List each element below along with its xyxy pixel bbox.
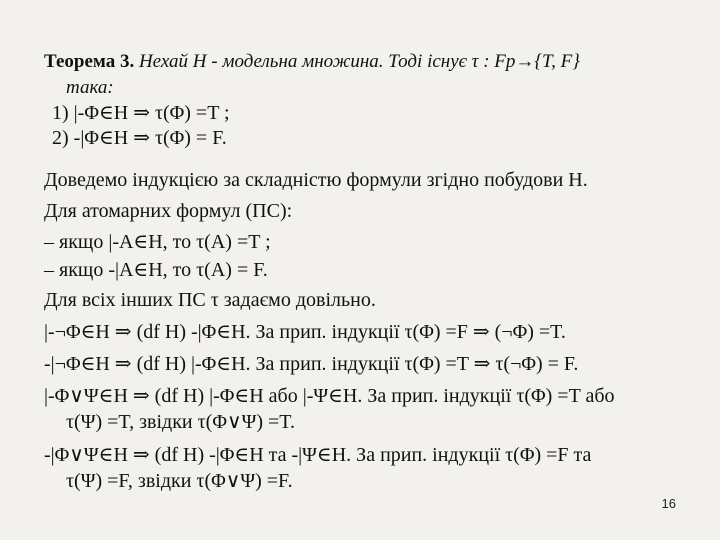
theorem-label: Теорема 3.: [44, 51, 135, 72]
theorem-item-2: 2) -|Φ∈H ⇒ τ(Φ) = F.: [52, 127, 227, 149]
proof-line-11: τ(Ψ) =F, звідки τ(Φ∨Ψ) =F.: [66, 470, 293, 492]
proof-line-10: -|Φ∨Ψ∈H ⇒ (df H) -|Φ∈H та -|Ψ∈H. За прип. індукції τ(Φ) =F та: [44, 444, 592, 466]
proof-line-4: – якщо -|A∈H, то τ(A) = F.: [44, 259, 268, 281]
proof-line-9: τ(Ψ) =T, звідки τ(Φ∨Ψ) =T.: [66, 411, 296, 433]
theorem-item-1: 1) |-Φ∈H ⇒ τ(Φ) =T ;: [52, 102, 230, 124]
proof-line-2: Для атомарних формул (ПС):: [44, 200, 293, 222]
theorem-title: [44, 50, 580, 74]
proof-line-5: Для всіх інших ПС τ задаємо довільно.: [44, 289, 376, 311]
page-number: 16: [661, 496, 676, 511]
theorem-suffix: така:: [66, 77, 114, 98]
proof-line-8: |-Φ∨Ψ∈H ⇒ (df H) |-Φ∈H або |-Ψ∈H. За прип. індукції τ(Φ) =T або: [44, 385, 615, 407]
proof-line-1: Доведемо індукцією за складністю формули згідно побудови H.: [44, 169, 588, 191]
proof-line-3: – якщо |-A∈H, то τ(A) =T ;: [44, 231, 271, 253]
proof-line-7: -|¬Φ∈H ⇒ (df H) |-Φ∈H. За прип. індукції τ(Φ) =T ⇒ τ(¬Φ) = F.: [44, 353, 579, 375]
theorem-statement: Нехай H - модельна множина. Тоді існує τ : Fp→{T, F}: [138, 51, 580, 72]
proof-line-6: |-¬Φ∈H ⇒ (df H) -|Φ∈H. За прип. індукції τ(Φ) =F ⇒ (¬Φ) =T.: [44, 321, 566, 343]
